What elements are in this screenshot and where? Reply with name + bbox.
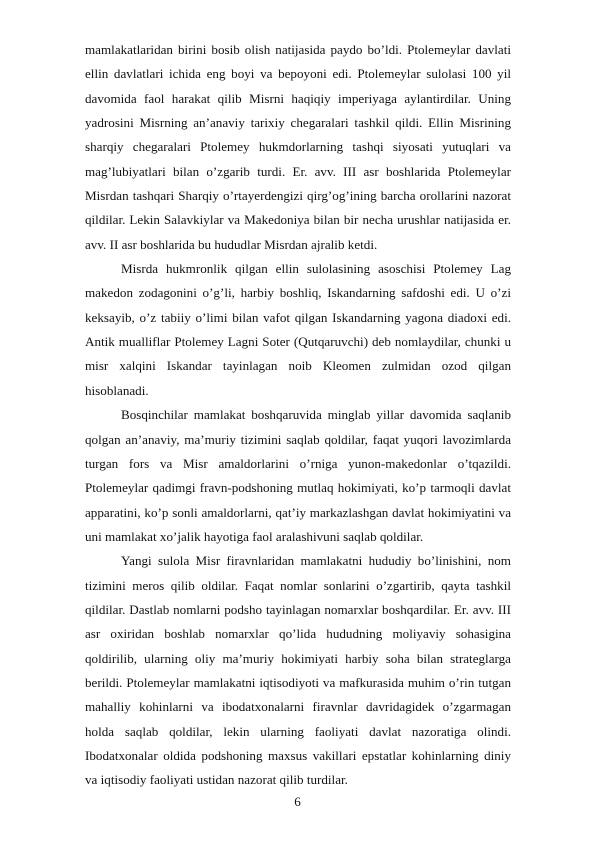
paragraph-1: mamlakatlaridan birini bosib olish natijasida paydo bo’ldi. Ptolemeylar davlati ellin davlatlari ichida eng boyi va bepoyoni edi. Ptolemeylar sulolasi 100 yil davomida faol harakat qilib Misrni haqiqiy imperiyaga aylantirdilar. Uning yadrosini Misrning an’anaviy tarixiy chegaralari tashkil qildi. Ellin Misrining sharqiy chegaralari Ptolemey hukmdorlarning tashqi siyosati yutuqlari va mag’lubiyatlari bilan o’zgarib turdi. Er. avv. III asr boshlarida Ptolemeylar Misrdan tashqari Sharqiy o’rtayerdengizi qirg’og’ining barcha orollarini nazorat qildilar. Lekin Salavkiylar va Makedoniya bilan bir necha urushlar natijasida er. avv. II asr boshlarida bu hududlar Misrdan ajralib ketdi. bbox=[85, 42, 511, 252]
paragraph-2: Misrda hukmronlik qilgan ellin sulolasining asoschisi Ptolemey Lag makedon zodagonini o’g’li, harbiy boshliq, Iskandarning safdoshi edi. U o’zi keksayib, o’z tabiiy o’limi bilan vafot qilgan Iskandarning yagona diadoxi edi. Antik mualliflar Ptolemey Lagni Soter (Qutqaruvchi) deb nomlaydilar, chunki u misr xalqini Iskandar tayinlagan noib Kleomen zulmidan ozod qilgan hisoblanadi. bbox=[85, 261, 511, 398]
paragraph-4: Yangi sulola Misr firavnlaridan mamlakatni hududiy bo’linishini, nom tizimini meros qilib oldilar. Faqat nomlar sonlarini o’zgartirib, qayta tashkil qildilar. Dastlab nomlarni podsho tayinlagan nomarxlar boshqardilar. Er. avv. III asr oxiridan boshlab nomarxlar qo’lida hududning moliyaviy sohasigina qoldirilib, ularning oliy ma’muriy hokimiyati harbiy soha bilan strateglarga berildi. Ptolemeylar mamlakatni iqtisodiyoti va mafkurasida muhim o’rin tutgan mahalliy kohinlarni va ibodatxonalarni firavnlar davridagidek o’zgarmagan holda saqlab qoldilar, lekin ularning faoliyati davlat nazoratiga olindi. Ibodatxonalar oldida podshoning maxsus vakillari epstatlar kohinlarning diniy va iqtisodiy faoliyati ustidan nazorat qilib turdilar. bbox=[85, 553, 511, 788]
page-number: 6 bbox=[294, 794, 301, 809]
body-text bbox=[85, 38, 511, 793]
paragraph-3: Bosqinchilar mamlakat boshqaruvida minglab yillar davomida saqlanib qolgan an’anaviy, ma’muriy tizimini saqlab qoldilar, faqat yuqori lavozimlarda turgan fors va Misr amaldorlarini o’rniga yunon-makedonlar o’tqazildi. Ptolemeylar qadimgi fravn-podshoning mutlaq hokimiyati, ko’p tarmoqli davlat apparatini, ko’p sonli amaldorlarni, qat’iy markazlashgan davlat hokimiyatini va uni mamlakat xo’jalik hayotiga faol aralashivuni saqlab qoldilar. bbox=[85, 407, 511, 544]
